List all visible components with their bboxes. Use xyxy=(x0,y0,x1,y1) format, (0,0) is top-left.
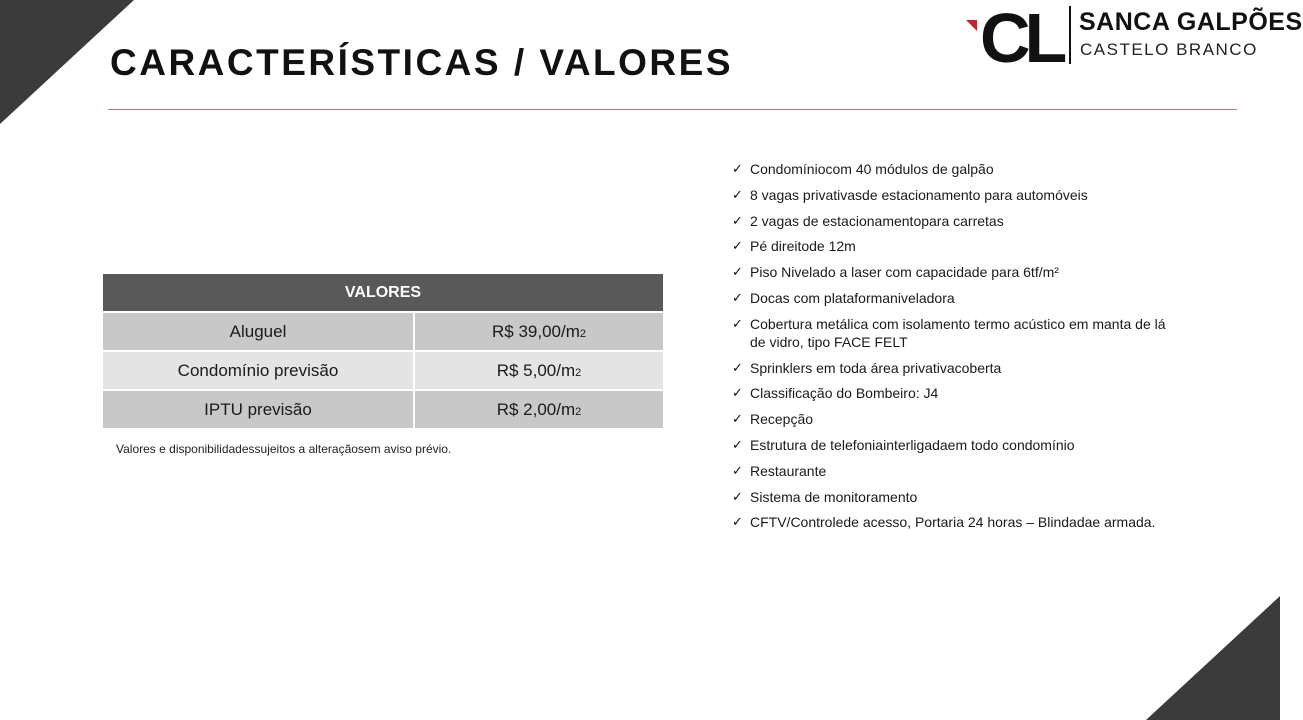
price-text: R$ 2,00/m xyxy=(496,399,576,419)
price-text: R$ 5,00/m xyxy=(496,360,576,380)
list-item xyxy=(732,315,1172,351)
list-item xyxy=(732,384,1172,402)
logo-mark-icon xyxy=(966,0,1066,77)
feature-text: Sprinklers em toda área privativacoberta xyxy=(750,359,1002,376)
list-item xyxy=(732,410,1172,428)
row-value xyxy=(415,391,663,428)
features-list xyxy=(732,160,1172,539)
check-icon: ✓ xyxy=(732,289,743,305)
check-icon: ✓ xyxy=(732,264,743,280)
feature-text: CFTV/Controlede acesso, Portaria 24 horas – Blindadae armada. xyxy=(750,514,1156,531)
check-icon: ✓ xyxy=(732,238,743,254)
check-icon: ✓ xyxy=(732,359,743,375)
price-text: R$ 39,00/m xyxy=(491,321,580,341)
feature-text: 2 vagas de estacionamentopara carretas xyxy=(750,212,1004,229)
check-icon: ✓ xyxy=(732,212,743,228)
list-item xyxy=(732,186,1172,204)
logo-subtitle: CASTELO BRANCO xyxy=(1080,40,1258,59)
page-title: CARACTERÍSTICAS / VALORES xyxy=(110,42,734,83)
list-item xyxy=(732,160,1172,178)
list-item xyxy=(732,436,1172,454)
list-item xyxy=(732,212,1172,230)
unit-exponent: 2 xyxy=(579,327,586,340)
row-value xyxy=(415,352,663,389)
company-logo xyxy=(966,0,1303,77)
feature-text: Recepção xyxy=(750,411,814,428)
check-icon: ✓ xyxy=(732,514,743,530)
list-item xyxy=(732,289,1172,307)
check-icon: ✓ xyxy=(732,186,743,202)
list-item xyxy=(732,263,1172,281)
check-icon: ✓ xyxy=(732,488,743,504)
check-icon: ✓ xyxy=(732,462,743,478)
feature-text: Condomíniocom 40 módulos de galpão xyxy=(750,161,994,177)
table-row xyxy=(103,391,663,428)
list-item xyxy=(732,359,1172,377)
logo-name: SANCA GALPÕES xyxy=(1079,8,1303,36)
feature-text: Cobertura metálica com isolamento termo acústico em manta de lá de vidro, tipo FACE FELT xyxy=(750,315,1166,350)
feature-text: Classificação do Bombeiro: J4 xyxy=(750,385,939,402)
values-table-header: VALORES xyxy=(103,274,663,311)
feature-text: Estrutura de telefoniainterligadaem todo condomínio xyxy=(750,436,1075,453)
row-label: Aluguel xyxy=(103,313,413,350)
row-value xyxy=(415,313,663,350)
check-icon: ✓ xyxy=(732,385,743,401)
unit-exponent: 2 xyxy=(575,366,582,379)
row-label: IPTU previsão xyxy=(103,391,413,428)
corner-decoration-bottom-right xyxy=(1146,596,1280,720)
feature-text: Pé direitode 12m xyxy=(750,238,856,255)
feature-text: 8 vagas privativasde estacionamento para automóveis xyxy=(750,186,1088,203)
logo-divider xyxy=(1069,6,1071,64)
feature-text: Sistema de monitoramento xyxy=(750,488,918,505)
logo-mark-letters: CL xyxy=(980,0,1062,77)
values-table xyxy=(103,274,663,428)
feature-text: Piso Nivelado a laser com capacidade para 6tf/m² xyxy=(750,264,1059,281)
list-item xyxy=(732,488,1172,506)
check-icon: ✓ xyxy=(732,411,743,427)
list-item xyxy=(732,237,1172,255)
feature-text: Restaurante xyxy=(750,462,827,479)
feature-text: Docas com plataformaniveladora xyxy=(750,289,955,306)
check-icon: ✓ xyxy=(732,436,743,452)
disclaimer-text: Valores e disponibilidadessujeitos a alteraçãosem aviso prévio. xyxy=(116,442,452,456)
title-divider xyxy=(108,109,1237,110)
list-item xyxy=(732,513,1172,531)
row-label: Condomínio previsão xyxy=(103,352,413,389)
list-item xyxy=(732,462,1172,480)
table-row xyxy=(103,313,663,350)
table-row xyxy=(103,352,663,389)
unit-exponent: 2 xyxy=(575,405,582,418)
check-icon: ✓ xyxy=(732,161,743,176)
check-icon: ✓ xyxy=(732,315,743,331)
